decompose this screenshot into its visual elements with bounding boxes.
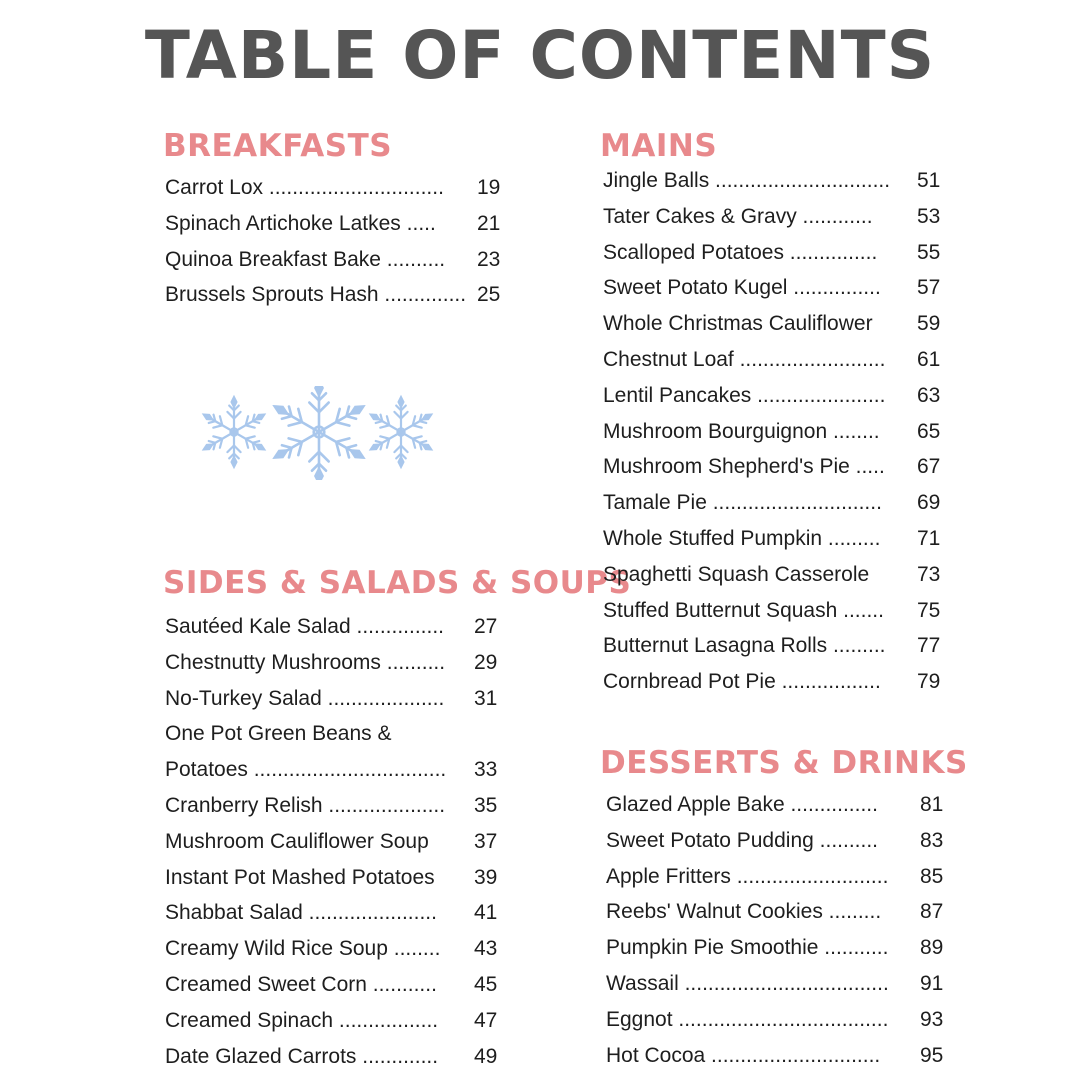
toc-entry[interactable]	[606, 1002, 951, 1038]
entry-title: Brussels Sprouts Hash ..............	[165, 283, 467, 307]
toc-entry[interactable]	[165, 895, 505, 931]
entry-title: Cranberry Relish ....................	[165, 793, 446, 817]
entry-page: 79	[917, 670, 941, 694]
section-heading-desserts: DESSERTS & DRINKS	[600, 745, 968, 781]
entry-page: 93	[920, 1007, 944, 1031]
entry-title: Chestnutty Mushrooms ..........	[165, 650, 446, 674]
entry-page: 73	[917, 562, 941, 586]
entry-title: Tamale Pie .............................	[603, 491, 882, 515]
toc-entry[interactable]	[603, 235, 948, 271]
entry-title: Hot Cocoa .............................	[606, 1043, 881, 1067]
toc-entry[interactable]	[165, 752, 505, 788]
entry-title: Creamed Sweet Corn ...........	[165, 972, 437, 996]
entry-title: Mushroom Shepherd's Pie .....	[603, 455, 885, 479]
toc-entry[interactable]	[603, 414, 948, 450]
entry-title: Spinach Artichoke Latkes .....	[165, 211, 436, 235]
entry-page: 71	[917, 526, 941, 550]
toc-entry[interactable]	[606, 966, 951, 1002]
entry-title: Butternut Lasagna Rolls .........	[603, 634, 886, 658]
snowflake-icon	[270, 386, 368, 480]
entry-page: 55	[917, 240, 941, 264]
entry-title: Tater Cakes & Gravy ............	[603, 204, 873, 228]
entry-title: Glazed Apple Bake ...............	[606, 793, 878, 816]
toc-entry[interactable]	[165, 860, 505, 896]
entry-title: Whole Christmas Cauliflower	[603, 312, 873, 336]
entry-page: 23	[477, 247, 501, 271]
toc-entry[interactable]	[165, 645, 505, 681]
entry-page: 61	[917, 347, 941, 371]
toc-entry[interactable]	[165, 609, 505, 645]
section-heading-sides: SIDES & SALADS & SOUPS	[163, 565, 632, 601]
entry-title: Scalloped Potatoes ...............	[603, 240, 878, 264]
entry-title: One Pot Green Beans &	[165, 722, 392, 746]
entry-page: 41	[474, 901, 498, 925]
entry-page: 31	[474, 686, 498, 710]
entry-title: Wassail ...................................	[606, 971, 889, 995]
toc-entry[interactable]	[165, 1003, 505, 1039]
toc-entry[interactable]	[603, 306, 948, 342]
toc-entry[interactable]	[603, 342, 948, 378]
entry-page: 57	[917, 276, 941, 300]
entry-page: 81	[920, 793, 944, 816]
toc-entry[interactable]	[606, 859, 951, 895]
toc-entry[interactable]	[165, 716, 505, 752]
entry-title: Stuffed Butternut Squash .......	[603, 598, 884, 622]
entry-title: Quinoa Breakfast Bake ..........	[165, 247, 446, 271]
entry-title: No-Turkey Salad ....................	[165, 686, 445, 710]
entry-page: 83	[920, 828, 944, 852]
entry-page: 69	[917, 491, 941, 515]
entry-title: Mushroom Bourguignon ........	[603, 419, 880, 443]
desserts-list	[606, 787, 951, 1073]
toc-entry[interactable]	[603, 163, 948, 199]
entry-title: Apple Fritters ..........................	[606, 864, 889, 888]
entry-page: 45	[474, 972, 498, 996]
entry-title: Carrot Lox ..............................	[165, 176, 444, 199]
toc-entry[interactable]	[603, 485, 948, 521]
toc-entry[interactable]	[606, 894, 951, 930]
entry-page: 75	[917, 598, 941, 622]
entry-title: Creamy Wild Rice Soup ........	[165, 937, 441, 961]
toc-entry[interactable]	[165, 824, 505, 860]
toc-entry[interactable]	[603, 593, 948, 629]
entry-page: 67	[917, 455, 941, 479]
entry-page: 35	[474, 793, 498, 817]
toc-entry[interactable]	[603, 521, 948, 557]
toc-entry[interactable]	[606, 930, 951, 966]
toc-entry[interactable]	[603, 449, 948, 485]
entry-title: Shabbat Salad ......................	[165, 901, 437, 925]
entry-title: Pumpkin Pie Smoothie ...........	[606, 936, 889, 960]
entry-page: 95	[920, 1043, 944, 1067]
entry-page: 19	[477, 176, 501, 199]
entry-page: 65	[917, 419, 941, 443]
entry-title: Sautéed Kale Salad ...............	[165, 615, 444, 638]
toc-entry[interactable]	[165, 967, 505, 1003]
toc-entry[interactable]	[165, 242, 505, 278]
entry-page: 37	[474, 829, 498, 853]
entry-page: 39	[474, 865, 498, 889]
entry-page: 47	[474, 1008, 498, 1032]
entry-title: Jingle Balls ..............................	[603, 169, 891, 192]
snowflake-decoration	[200, 386, 440, 480]
entry-title: Creamed Spinach .................	[165, 1008, 439, 1032]
page-title: TABLE OF CONTENTS	[144, 17, 936, 94]
toc-entry[interactable]	[165, 170, 505, 206]
toc-entry[interactable]	[603, 628, 948, 664]
toc-entry[interactable]	[165, 681, 505, 717]
breakfasts-list	[165, 170, 505, 313]
toc-entry[interactable]	[603, 270, 948, 306]
toc-entry[interactable]	[165, 1039, 505, 1075]
toc-entry[interactable]	[606, 1038, 951, 1074]
entry-title: Potatoes .................................	[165, 758, 447, 782]
entry-page: 29	[474, 650, 498, 674]
entry-title: Instant Pot Mashed Potatoes	[165, 865, 435, 889]
toc-entry[interactable]	[165, 931, 505, 967]
entry-title: Sweet Potato Pudding ..........	[606, 828, 878, 852]
entry-page: 27	[474, 615, 498, 638]
entry-page: 25	[477, 283, 501, 307]
toc-entry[interactable]	[603, 664, 948, 700]
entry-page: 85	[920, 864, 944, 888]
entry-page: 89	[920, 936, 944, 960]
entry-title: Mushroom Cauliflower Soup	[165, 829, 429, 853]
entry-page: 77	[917, 634, 941, 658]
toc-entry[interactable]	[165, 206, 505, 242]
entry-page: 91	[920, 971, 944, 995]
entry-title: Eggnot ....................................	[606, 1007, 889, 1031]
entry-title: Chestnut Loaf .........................	[603, 347, 886, 371]
entry-title: Date Glazed Carrots .............	[165, 1044, 439, 1068]
entry-page: 43	[474, 937, 498, 961]
entry-page: 53	[917, 204, 941, 228]
sides-list	[165, 609, 505, 1074]
entry-page: 33	[474, 758, 498, 782]
entry-page: 21	[477, 211, 501, 235]
entry-title: Reebs' Walnut Cookies .........	[606, 900, 882, 924]
entry-title: Sweet Potato Kugel ...............	[603, 276, 881, 300]
toc-entry[interactable]	[603, 557, 948, 593]
toc-entry[interactable]	[606, 787, 951, 823]
entry-page: 51	[917, 169, 941, 192]
mains-list	[603, 163, 948, 700]
entry-title: Whole Stuffed Pumpkin .........	[603, 526, 881, 550]
entry-title: Lentil Pancakes ......................	[603, 383, 886, 407]
entry-page: 59	[917, 312, 941, 336]
snowflake-icon	[201, 397, 268, 467]
toc-entry[interactable]	[603, 199, 948, 235]
toc-entry[interactable]	[603, 378, 948, 414]
entry-page: 49	[474, 1044, 498, 1068]
toc-entry[interactable]	[165, 277, 505, 313]
toc-entry[interactable]	[165, 788, 505, 824]
section-heading-mains: MAINS	[600, 128, 718, 164]
entry-page: 87	[920, 900, 944, 924]
snowflake-icon	[368, 397, 435, 467]
entry-page: 63	[917, 383, 941, 407]
section-heading-breakfasts: BREAKFASTS	[163, 128, 393, 164]
entry-title: Cornbread Pot Pie .................	[603, 670, 881, 694]
toc-entry[interactable]	[606, 823, 951, 859]
entry-title: Spaghetti Squash Casserole	[603, 562, 870, 586]
